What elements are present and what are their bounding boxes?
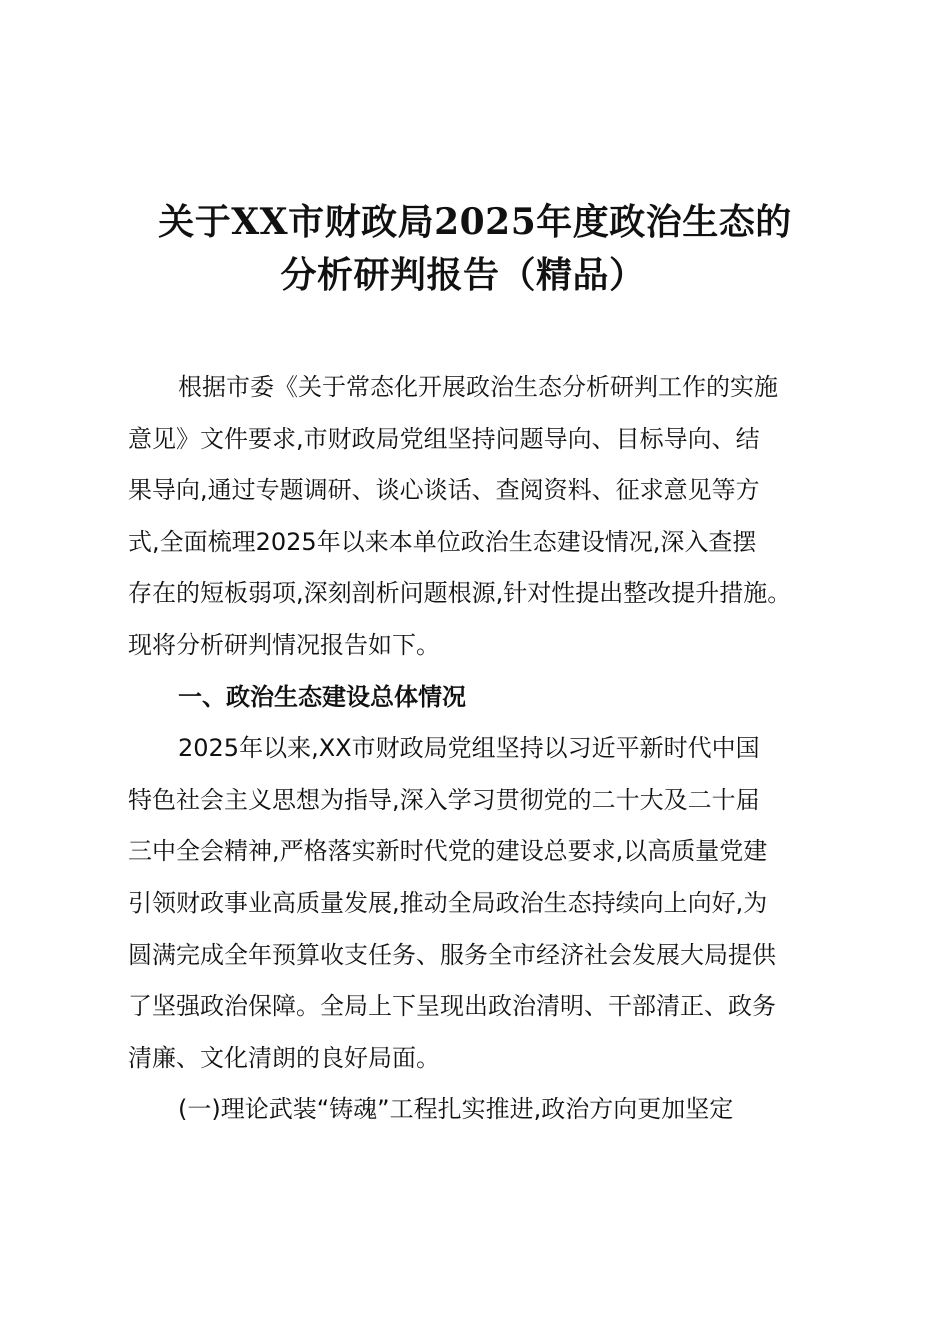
title-line-2: 分析研判报告（精品）	[280, 254, 646, 296]
paragraph-1-line: 现将分析研判情况报告如下。	[128, 630, 440, 659]
paragraph-1-line: 果导向,通过专题调研、谈心谈话、查阅资料、征求意见等方	[128, 476, 760, 505]
paragraph-1-line: 根据市委《关于常态化开展政治生态分析研判工作的实施	[178, 373, 778, 401]
paragraph-2-line: 三中全会精神,严格落实新时代党的建设总要求,以高质量党建	[128, 837, 768, 866]
subsection-heading-1: (一)理论武装“铸魂”工程扎实推进,政治方向更加坚定	[178, 1095, 734, 1124]
paragraph-2-line: 特色社会主义思想为指导,深入学习贯彻党的二十大及二十届	[128, 785, 760, 814]
paragraph-1-line: 意见》文件要求,市财政局党组坚持问题导向、目标导向、结	[128, 424, 760, 453]
section-heading-1: 一、政治生态建设总体情况	[178, 682, 466, 711]
paragraph-2-line: 了坚强政治保障。全局上下呈现出政治清明、干部清正、政务	[128, 992, 776, 1021]
paragraph-1-line: 存在的短板弱项,深刻剖析问题根源,针对性提出整改提升措施。	[128, 579, 792, 608]
paragraph-2-line: 圆满完成全年预算收支任务、服务全市经济社会发展大局提供	[128, 940, 776, 969]
paragraph-1-line: 式,全面梳理2025年以来本单位政治生态建设情况,深入查摆	[128, 527, 757, 556]
paragraph-2-line: 2025年以来,XX市财政局党组坚持以习近平新时代中国	[178, 734, 760, 763]
paragraph-2-line: 清廉、文化清朗的良好局面。	[128, 1043, 440, 1072]
title-line-1: 关于XX市财政局2025年度政治生态的	[158, 201, 792, 243]
document-body	[128, 362, 824, 1136]
paragraph-2-line: 引领财政事业高质量发展,推动全局政治生态持续向上向好,为	[128, 888, 768, 917]
